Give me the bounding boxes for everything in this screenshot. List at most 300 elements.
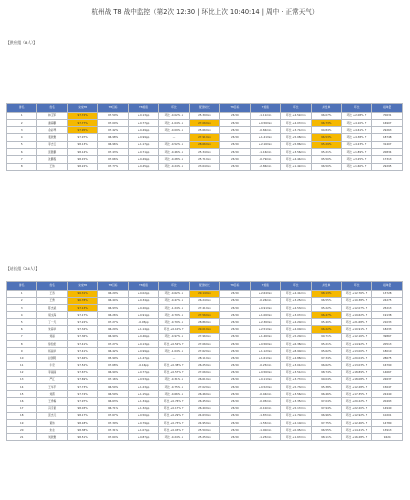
table-cell: 16 <box>7 398 37 405</box>
table-cell: 97.69% <box>67 376 97 383</box>
table-cell: 25213 <box>372 304 403 311</box>
table-cell: 17313 <box>372 156 403 163</box>
section-label-supply: 【供应组（8人）】 <box>6 40 37 45</box>
table-cell: +0.13pp <box>128 340 158 347</box>
table-cell: 环比 +4.10% ↑ <box>341 119 371 126</box>
column-header[interactable]: T差值 <box>250 282 280 291</box>
table-cell: 环比 +14.41% ↑ <box>341 427 371 434</box>
table-cell: 26.50 <box>220 383 250 390</box>
table-cell: 96.78% <box>67 297 97 304</box>
table-cell: +0.49pp <box>128 156 158 163</box>
table-cell: 3 <box>7 304 37 311</box>
table-cell: 97.34% <box>67 326 97 333</box>
table-cell: 裴欣雅 <box>37 134 67 141</box>
table-cell: 环比 +4.61% ↑ <box>341 127 371 134</box>
table-cell: 97.41% <box>67 340 97 347</box>
table-cell: 26.24min <box>189 297 219 304</box>
table-cell: 李志云 <box>37 141 67 148</box>
table-cell: 26.50 <box>220 398 250 405</box>
table-row[interactable] <box>7 326 403 333</box>
table-cell: — <box>159 134 189 141</box>
table-cell: 96.55% <box>311 427 341 434</box>
table-cell: +0.50pp <box>128 412 158 419</box>
column-header[interactable]: T差值 <box>250 104 280 113</box>
table-cell: 朱永 <box>37 427 67 434</box>
table-cell: 2 <box>7 297 37 304</box>
table-cell: 环比 +3.01min <box>281 362 311 369</box>
table-cell: 环比 +10.38% ↑ <box>341 297 371 304</box>
table-cell: 环比 +3.25% ↑ <box>341 156 371 163</box>
table-cell: 牛宏 <box>37 362 67 369</box>
table-cell: 环比 +1.42min <box>281 163 311 170</box>
table-cell: +0.79pp <box>128 419 158 426</box>
table-cell: 18 <box>7 412 37 419</box>
column-header[interactable]: 排名 <box>7 282 37 291</box>
table-cell: 97.42% <box>98 127 128 134</box>
column-header[interactable]: 排名 <box>7 104 37 113</box>
table-cell: 97.52% <box>67 362 97 369</box>
table-cell: 环比 +12.46% ↑ <box>341 419 371 426</box>
table-row[interactable] <box>7 369 403 376</box>
table-cell: 29263 <box>372 127 403 134</box>
column-header[interactable]: 配送时长 <box>189 282 219 291</box>
table-cell: 29.01min <box>189 326 219 333</box>
table-cell: 26.50 <box>220 163 250 170</box>
table-cell: 97.16% <box>98 376 128 383</box>
table-cell: 26.50 <box>220 134 250 141</box>
table-cell: 96.59% <box>98 391 128 398</box>
table-row[interactable] <box>7 348 403 355</box>
table-cell: 黄伟 <box>37 419 67 426</box>
column-header[interactable]: 环比 <box>341 282 371 291</box>
table-cell: 环比 +4.52min <box>281 112 311 119</box>
table-row[interactable] <box>7 376 403 383</box>
table-cell: +0.20pp <box>128 304 158 311</box>
table-cell: +0.56min <box>250 340 280 347</box>
column-header[interactable]: 完成T8 <box>67 282 97 291</box>
table-cell: +1.41min <box>250 134 280 141</box>
table-row[interactable] <box>7 434 403 441</box>
table-cell: -0.16pp <box>128 362 158 369</box>
table-cell: 28.66min <box>189 141 219 148</box>
table-cell: 环比 +4.07min <box>281 119 311 126</box>
table-row[interactable] <box>7 297 403 304</box>
table-cell: 97.17% <box>67 312 97 319</box>
table-cell: 13 <box>7 376 37 383</box>
table-cell: 环比 +3.77min <box>281 376 311 383</box>
table-cell: 26.50 <box>220 156 250 163</box>
table-cell: 徐伯伦 <box>37 340 67 347</box>
table-cell: 96.62% <box>311 362 341 369</box>
table-cell: 95.62% <box>311 348 341 355</box>
table-cell: 26.50 <box>220 290 250 297</box>
table-cell: 98.03% <box>67 405 97 412</box>
table-cell: 13913 <box>372 427 403 434</box>
column-header[interactable]: 并发单 <box>311 282 341 291</box>
table-cell: — <box>159 355 189 362</box>
table-cell: 环比 +12.07% ↑ <box>341 304 371 311</box>
table-cell: 环比 +12.76% ↑ <box>341 290 371 297</box>
table-cell: 环比 +3.71min <box>281 127 311 134</box>
table-cell: 97.77% <box>98 163 128 170</box>
table-cell: +0.77pp <box>128 119 158 126</box>
table-cell: 刘欣雅 <box>37 434 67 441</box>
table-cell: 环比 +17.35% ↑ <box>341 391 371 398</box>
table-cell: 99.71% <box>311 333 341 340</box>
table-cell: 环比 -0.97% ↓ <box>159 333 189 340</box>
table-cell: 97.04% <box>311 398 341 405</box>
table-cell: +0.45pp <box>128 163 158 170</box>
table-cell: 27.06min <box>189 369 219 376</box>
table-cell: 26.50 <box>220 326 250 333</box>
table-cell: +0.91pp <box>128 312 158 319</box>
table-cell: 25.34min <box>189 148 219 155</box>
table-cell: 97.36% <box>67 333 97 340</box>
table-cell: 99.04% <box>311 376 341 383</box>
table-cell: 95.99% <box>98 355 128 362</box>
table-cell: +2.64min <box>250 290 280 297</box>
table-cell: +1.17pp <box>128 141 158 148</box>
column-header[interactable]: 环比 <box>159 104 189 113</box>
table-row[interactable] <box>7 119 403 126</box>
table-cell: 96.29% <box>98 290 128 297</box>
table-cell: 12 <box>7 369 37 376</box>
table-row[interactable] <box>7 355 403 362</box>
table-cell: 29.14min <box>189 290 219 297</box>
table-cell: 94.84% <box>311 127 341 134</box>
supply-group-table <box>6 103 403 171</box>
column-header[interactable]: T8差值 <box>128 104 158 113</box>
table-cell: 26.46min <box>189 391 219 398</box>
table-cell: 丁一凡 <box>37 319 67 326</box>
table-row[interactable] <box>7 412 403 419</box>
table-cell: 环比 +2.10min <box>281 419 311 426</box>
table-cell: 环比 +18.08% ↑ <box>341 376 371 383</box>
table-cell: 26.50 <box>220 141 250 148</box>
table-cell: 96.96% <box>311 412 341 419</box>
table-row[interactable] <box>7 419 403 426</box>
table-cell: 14780 <box>372 419 403 426</box>
table-cell: +0.71pp <box>128 148 158 155</box>
table-row[interactable] <box>7 333 403 340</box>
table-cell: 环比 -0.24% ↓ <box>159 163 189 170</box>
table-cell: 97.68% <box>98 362 128 369</box>
table-cell: +0.56min <box>250 369 280 376</box>
table-cell: 环比 +5.73min <box>281 383 311 390</box>
table-cell: 28675 <box>372 355 403 362</box>
column-header[interactable]: 接单量 <box>372 282 403 291</box>
table-cell: 96.31% <box>67 290 97 297</box>
table-cell: 环比 +4.00min <box>281 326 311 333</box>
table-cell: 97.75% <box>311 419 341 426</box>
table-cell: +0.13pp <box>128 112 158 119</box>
table-cell: 26.50 <box>220 412 250 419</box>
table-cell: 97.77% <box>67 119 97 126</box>
table-cell: 96.73% <box>311 119 341 126</box>
table-cell: 朱海华 <box>37 326 67 333</box>
table-cell: 27.06min <box>189 340 219 347</box>
table-cell: +0.49pp <box>128 127 158 134</box>
table-cell: -0.84min <box>250 127 280 134</box>
table-row[interactable] <box>7 312 403 319</box>
column-header[interactable]: 环比 <box>281 282 311 291</box>
table-cell: 8 <box>7 163 37 170</box>
table-cell: 环比 +4.53min <box>281 304 311 311</box>
table-cell: 14667 <box>372 369 403 376</box>
table-cell: 39867 <box>372 333 403 340</box>
table-cell: +1.61min <box>250 355 280 362</box>
table-cell: 环比 +6.38min <box>281 340 311 347</box>
table-cell: 26.50 <box>220 427 250 434</box>
table-cell: 26.50 <box>220 119 250 126</box>
table-cell: 26.50 <box>220 434 250 441</box>
table-cell: +0.53pp <box>128 376 158 383</box>
table-cell: 96.93% <box>98 304 128 311</box>
table-row[interactable] <box>7 391 403 398</box>
table-row[interactable] <box>7 398 403 405</box>
table-cell: 环比 +0.95min <box>281 427 311 434</box>
table-cell: 18748 <box>372 134 403 141</box>
column-header[interactable]: 配送时长 <box>189 104 219 113</box>
table-row[interactable] <box>7 148 403 155</box>
table-cell: -0.05min <box>250 398 280 405</box>
column-header[interactable]: 完成T8 <box>67 104 97 113</box>
table-cell: 环比 +0.52% ↑ <box>159 340 189 347</box>
table-cell: 31407 <box>372 141 403 148</box>
table-row[interactable] <box>7 304 403 311</box>
table-cell: -1.25min <box>250 434 280 441</box>
table-cell: 70631 <box>372 112 403 119</box>
table-cell: 96.90% <box>98 369 128 376</box>
table-cell: 26.50 <box>220 419 250 426</box>
table-cell: 29295 <box>372 163 403 170</box>
table-cell: 环比 +16.28% ↑ <box>341 434 371 441</box>
table-row[interactable] <box>7 112 403 119</box>
table-cell: +2.16min <box>250 141 280 148</box>
table-cell: 27.06min <box>189 119 219 126</box>
table-cell: 97.72% <box>67 112 97 119</box>
table-cell: 6 <box>7 148 37 155</box>
table-cell: 95.38% <box>311 383 341 390</box>
table-cell: 26.45min <box>189 398 219 405</box>
table-cell: 环比 +14.92% ↑ <box>341 340 371 347</box>
table-cell: 97.67% <box>98 412 128 419</box>
column-header[interactable]: 并发单 <box>311 104 341 113</box>
table-cell: 环比 +0.76% ↑ <box>159 398 189 405</box>
table-cell: 96.44% <box>98 297 128 304</box>
column-header[interactable]: 环比 <box>281 104 311 113</box>
column-header[interactable]: 姓名 <box>37 282 67 291</box>
table-cell: 26.50 <box>220 348 250 355</box>
table-cell: 26.50 <box>220 148 250 155</box>
table-row[interactable] <box>7 290 403 297</box>
table-cell: 杨丽华 <box>37 348 67 355</box>
table-cell: 96.53% <box>311 134 341 141</box>
table-cell: +1.15pp <box>128 391 158 398</box>
table-cell: 环比 +12.16% ↑ <box>341 333 371 340</box>
table-cell: 98.74% <box>311 369 341 376</box>
table-cell: +0.46pp <box>128 333 158 340</box>
table-cell: 97.97% <box>67 134 97 141</box>
table-cell: 97.67% <box>67 369 97 376</box>
table-cell: 96.07% <box>311 112 341 119</box>
table-cell: 严江 <box>37 376 67 383</box>
table-cell: 26.50 <box>220 369 250 376</box>
table-cell: 24.95min <box>189 419 219 426</box>
table-cell: 26.50 <box>220 391 250 398</box>
table-cell: 25.71min <box>189 156 219 163</box>
table-cell: 环比 -0.52% ↓ <box>159 141 189 148</box>
table-cell: 环比 +20.22% ↑ <box>341 398 371 405</box>
table-cell: 96.50% <box>98 383 128 390</box>
table-cell: 5 <box>7 319 37 326</box>
table-row[interactable] <box>7 127 403 134</box>
table-cell: 4 <box>7 312 37 319</box>
table-cell: 环比 +5.08min <box>281 134 311 141</box>
table-cell: +0.02pp <box>128 290 158 297</box>
table-cell: 98.18% <box>67 419 97 426</box>
table-cell: 环比 +4.23% ↑ <box>341 141 371 148</box>
table-cell: 环比 +3.51min <box>281 369 311 376</box>
table-cell: 环比 +19.62% ↑ <box>341 312 371 319</box>
table-cell: 22440 <box>372 391 403 398</box>
table-cell: 环比 +1.70min <box>281 412 311 419</box>
table-cell: 1 <box>7 112 37 119</box>
table-cell: 97.64% <box>98 434 128 441</box>
table-cell: 环比 +4.20min <box>281 319 311 326</box>
table-row[interactable] <box>7 427 403 434</box>
table-cell: 25.39min <box>189 112 219 119</box>
table-cell: 95.50% <box>311 156 341 163</box>
table-cell: 17 <box>7 405 37 412</box>
table-cell: 25.50min <box>189 427 219 434</box>
table-cell: -1.16min <box>250 148 280 155</box>
column-header[interactable]: T8目标 <box>98 282 128 291</box>
table-cell: 环比 +3.56min <box>281 148 311 155</box>
table-cell: 97.73% <box>67 383 97 390</box>
table-cell: +0.87pp <box>128 434 158 441</box>
table-cell: 环比 +3.25min <box>281 297 311 304</box>
table-cell: +2.51min <box>250 326 280 333</box>
table-cell: 97.22% <box>67 319 97 326</box>
table-cell: 97.97% <box>67 398 97 405</box>
table-cell: 28.86min <box>189 319 219 326</box>
table-cell: 张杰元 <box>37 412 67 419</box>
table-cell: 陈杰斌 <box>37 304 67 311</box>
table-cell: 98.14% <box>67 148 97 155</box>
table-cell: 96.20% <box>98 326 128 333</box>
table-cell: 环比 +12.28% ↑ <box>341 383 371 390</box>
table-cell: 环比 -0.47% ↓ <box>159 297 189 304</box>
table-cell: 环比 -1.24% ↓ <box>159 304 189 311</box>
table-cell: 13728 <box>372 290 403 297</box>
table-cell: 环比 +20.04% ↑ <box>341 355 371 362</box>
table-cell: 97.00% <box>98 119 128 126</box>
table-cell: 11 <box>7 362 37 369</box>
table-cell: -0.26min <box>250 297 280 304</box>
table-cell: 环比 +13.00% ↑ <box>341 348 371 355</box>
table-row[interactable] <box>7 405 403 412</box>
table-cell: 3 <box>7 127 37 134</box>
table-row[interactable] <box>7 156 403 163</box>
table-cell: 环比 -0.24% ↓ <box>159 434 189 441</box>
table-cell: 98.15% <box>67 156 97 163</box>
table-cell: 8 <box>7 340 37 347</box>
table-cell: 26.50 <box>220 304 250 311</box>
table-cell: 97.74% <box>67 391 97 398</box>
column-header[interactable]: 环比 <box>341 104 371 113</box>
table-cell: 26.50 <box>220 405 250 412</box>
table-cell: 谢海鹏 <box>37 119 67 126</box>
column-header[interactable]: T8目标 <box>220 104 250 113</box>
column-header[interactable]: T8差值 <box>128 282 158 291</box>
table-cell: 环比 -0.66% ↓ <box>159 391 189 398</box>
table-cell: +0.91min <box>250 304 280 311</box>
table-row[interactable] <box>7 319 403 326</box>
table-row[interactable] <box>7 134 403 141</box>
table-cell: 9 <box>7 348 37 355</box>
table-cell: +1.23pp <box>128 383 158 390</box>
table-row[interactable] <box>7 362 403 369</box>
table-cell: +1.07pp <box>128 427 158 434</box>
table-cell: 28.11min <box>189 355 219 362</box>
table-cell: 环比 +5.86min <box>281 141 311 148</box>
table-cell: 环比 +3.07min <box>281 312 311 319</box>
table-cell: 98.17% <box>67 412 97 419</box>
column-header[interactable]: T8目标 <box>98 104 128 113</box>
table-cell: 7 <box>7 156 37 163</box>
table-cell: 6 <box>7 326 37 333</box>
table-cell: +0.11min <box>250 376 280 383</box>
table-cell: -1.11min <box>250 112 280 119</box>
table-cell: 环比 -0.62% ↓ <box>159 290 189 297</box>
table-row[interactable] <box>7 383 403 390</box>
table-cell: 21033 <box>372 319 403 326</box>
column-header[interactable]: 姓名 <box>37 104 67 113</box>
page-title: 杭州战 T8 战中监控（第2次 12:30 | 环比上次 10:40:14 | 周中 · 正常天气） <box>91 8 319 16</box>
column-header[interactable]: 环比 <box>159 282 189 291</box>
table-cell: 环比 +8.90min <box>281 348 311 355</box>
table-cell: -0.04min <box>250 391 280 398</box>
table-cell: 李丽丽 <box>37 369 67 376</box>
table-cell: 96.96% <box>98 141 128 148</box>
table-cell: 26.50 <box>220 376 250 383</box>
table-cell: 环比 +4.41min <box>281 290 311 297</box>
table-cell: 19 <box>7 419 37 426</box>
table-row[interactable] <box>7 141 403 148</box>
table-cell: 95.21% <box>311 148 341 155</box>
table-cell: 23.64min <box>189 163 219 170</box>
table-cell: 王华平 <box>37 383 67 390</box>
table-cell: 27.02min <box>189 383 219 390</box>
table-cell: 环比 +3.56min <box>281 391 311 398</box>
table-row[interactable] <box>7 163 403 170</box>
table-cell: 环比 +5.20min <box>281 333 311 340</box>
column-header[interactable]: T8目标 <box>220 282 250 291</box>
table-cell: 26.61min <box>189 376 219 383</box>
table-cell: +1.32pp <box>128 405 158 412</box>
table-cell: 26.50 <box>220 112 250 119</box>
table-cell: 96.98% <box>98 134 128 141</box>
table-cell: 26.25min <box>189 362 219 369</box>
table-cell: 97.13% <box>67 304 97 311</box>
table-row[interactable] <box>7 340 403 347</box>
column-header[interactable]: 接单量 <box>372 104 403 113</box>
table-cell: 20834 <box>372 148 403 155</box>
table-cell: 97.27% <box>98 340 128 347</box>
table-cell: 10201 <box>372 412 403 419</box>
table-cell: 97.94% <box>311 405 341 412</box>
